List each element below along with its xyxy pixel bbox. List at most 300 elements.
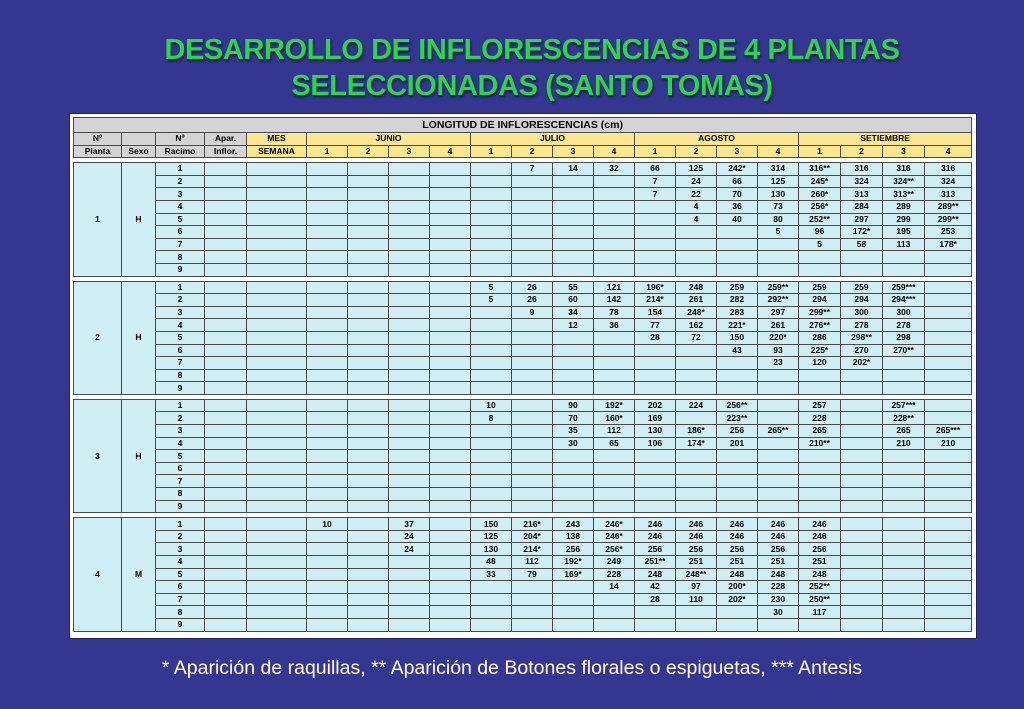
plant-number-cell: 4 [74, 518, 122, 631]
table-cell [717, 618, 758, 631]
table-cell: 246 [758, 518, 799, 531]
table-cell: 242* [717, 163, 758, 176]
table-cell [348, 200, 389, 213]
table-row [74, 450, 972, 463]
table-cell [883, 543, 925, 556]
table-cell [307, 263, 348, 276]
table-cell: 35 [553, 425, 594, 438]
table-cell: 246* [594, 530, 635, 543]
table-cell: 178* [925, 238, 972, 251]
table-cell: 246 [799, 530, 841, 543]
table-cell [247, 530, 307, 543]
table-cell: 270 [841, 344, 883, 357]
table-cell [635, 357, 676, 370]
table-cell [676, 500, 717, 513]
table-cell [307, 344, 348, 357]
table-cell [883, 556, 925, 569]
table-cell [512, 606, 553, 619]
table-cell [594, 331, 635, 344]
table-cell [841, 382, 883, 395]
table-cell: 228 [799, 412, 841, 425]
table-cell [389, 425, 430, 438]
table-cell [841, 568, 883, 581]
table-cell [841, 369, 883, 382]
table-row [74, 530, 972, 543]
table-cell [430, 488, 471, 501]
table-cell [594, 175, 635, 188]
plant-sex-cell: H [122, 399, 156, 512]
table-cell: 138 [553, 530, 594, 543]
table-cell [717, 263, 758, 276]
table-cell: 23 [758, 357, 799, 370]
table-cell [247, 344, 307, 357]
table-cell [841, 263, 883, 276]
plant-sex-cell: M [122, 518, 156, 631]
table-row [74, 425, 972, 438]
table-cell [553, 251, 594, 264]
table-cell [799, 500, 841, 513]
table-cell [430, 369, 471, 382]
table-cell [471, 593, 512, 606]
table-cell: 224 [676, 399, 717, 412]
table-cell [389, 226, 430, 239]
table-cell [594, 188, 635, 201]
header-week-3: 3 [389, 145, 430, 158]
table-cell [925, 306, 972, 319]
table-cell [247, 568, 307, 581]
raceme-number-cell: 1 [156, 281, 205, 294]
table-cell [307, 425, 348, 438]
table-cell: 259 [717, 281, 758, 294]
table-cell: 256 [553, 543, 594, 556]
table-cell: 216* [512, 518, 553, 531]
table-cell [247, 163, 307, 176]
table-cell [430, 518, 471, 531]
table-cell [925, 281, 972, 294]
table-cell [553, 382, 594, 395]
table-cell [676, 357, 717, 370]
table-cell [925, 412, 972, 425]
table-cell [307, 319, 348, 332]
table-cell [205, 568, 247, 581]
table-cell: 24 [389, 543, 430, 556]
table-cell: 195 [883, 226, 925, 239]
raceme-number-cell: 3 [156, 543, 205, 556]
table-cell: 30 [758, 606, 799, 619]
table-cell: 96 [799, 226, 841, 239]
table-cell [676, 488, 717, 501]
table-cell [389, 382, 430, 395]
table-cell [307, 331, 348, 344]
table-cell [925, 543, 972, 556]
header-week-1: 1 [307, 145, 348, 158]
table-cell [471, 500, 512, 513]
footnote: * Aparición de raquillas, ** Aparición de Botones florales o espiguetas, *** Antesis [161, 657, 863, 679]
table-cell: 298** [841, 331, 883, 344]
table-cell: 299** [925, 213, 972, 226]
table-cell [389, 319, 430, 332]
table-cell [307, 500, 348, 513]
table-cell [758, 238, 799, 251]
table-cell: 256* [799, 200, 841, 213]
raceme-number-cell: 8 [156, 606, 205, 619]
table-cell: 261 [676, 294, 717, 307]
table-cell [389, 188, 430, 201]
table-cell [307, 530, 348, 543]
table-cell: 40 [717, 213, 758, 226]
table-cell [389, 606, 430, 619]
table-cell [841, 543, 883, 556]
table-cell: 324 [925, 175, 972, 188]
table-cell [307, 281, 348, 294]
table-cell [841, 581, 883, 594]
table-cell [389, 437, 430, 450]
table-cell: 246 [676, 530, 717, 543]
table-cell [883, 462, 925, 475]
table-cell [471, 462, 512, 475]
table-row [74, 344, 972, 357]
table-cell [594, 475, 635, 488]
table-cell [553, 226, 594, 239]
table-cell: 220* [758, 331, 799, 344]
table-cell [758, 475, 799, 488]
table-cell [205, 226, 247, 239]
header-week-7: 3 [553, 145, 594, 158]
table-cell [883, 450, 925, 463]
table-cell [348, 581, 389, 594]
table-cell [205, 530, 247, 543]
header-month-agosto: AGOSTO [635, 133, 799, 146]
table-main-header: LONGITUD DE INFLORESCENCIAS (cm) [74, 118, 972, 133]
table-cell: 289 [883, 200, 925, 213]
table-cell: 248 [717, 568, 758, 581]
header-inflor: Inflor. [205, 145, 247, 158]
table-cell [553, 200, 594, 213]
raceme-number-cell: 4 [156, 556, 205, 569]
table-row [74, 475, 972, 488]
table-cell [430, 618, 471, 631]
table-cell [841, 475, 883, 488]
table-cell: 150 [471, 518, 512, 531]
table-cell: 300 [883, 306, 925, 319]
table-cell: 36 [594, 319, 635, 332]
table-cell: 192* [553, 556, 594, 569]
table-cell: 246 [799, 518, 841, 531]
table-cell [389, 306, 430, 319]
table-cell [307, 238, 348, 251]
table-cell: 37 [389, 518, 430, 531]
table-cell [676, 606, 717, 619]
header-week-15: 3 [883, 145, 925, 158]
table-cell: 276** [799, 319, 841, 332]
table-cell: 283 [717, 306, 758, 319]
table-cell [247, 226, 307, 239]
table-cell [883, 518, 925, 531]
table-cell: 77 [635, 319, 676, 332]
table-cell [635, 450, 676, 463]
table-cell [925, 294, 972, 307]
table-cell: 26 [512, 281, 553, 294]
table-row [74, 437, 972, 450]
table-cell [430, 188, 471, 201]
table-cell [205, 382, 247, 395]
table-cell [430, 543, 471, 556]
table-cell: 248 [676, 281, 717, 294]
table-cell [389, 238, 430, 251]
table-cell: 248 [799, 568, 841, 581]
raceme-number-cell: 8 [156, 488, 205, 501]
table-cell [925, 581, 972, 594]
table-cell: 297 [841, 213, 883, 226]
table-cell [247, 200, 307, 213]
table-cell: 202 [635, 399, 676, 412]
table-cell: 125 [471, 530, 512, 543]
header-month-label: MES [247, 133, 307, 146]
table-cell [553, 462, 594, 475]
table-cell: 130 [471, 543, 512, 556]
table-cell: 210 [925, 437, 972, 450]
table-cell [471, 488, 512, 501]
table-cell [389, 568, 430, 581]
table-cell [471, 581, 512, 594]
table-cell: 60 [553, 294, 594, 307]
table-cell [389, 475, 430, 488]
table-cell [717, 382, 758, 395]
table-cell [925, 530, 972, 543]
table-cell [205, 163, 247, 176]
table-cell [841, 618, 883, 631]
table-cell [883, 593, 925, 606]
table-cell [307, 399, 348, 412]
table-cell [348, 500, 389, 513]
table-cell [883, 357, 925, 370]
table-cell [389, 488, 430, 501]
table-row [74, 251, 972, 264]
table-cell [389, 581, 430, 594]
table-cell [348, 357, 389, 370]
table-row [74, 263, 972, 276]
table-cell [348, 251, 389, 264]
table-cell [307, 462, 348, 475]
table-cell [205, 331, 247, 344]
table-cell [635, 251, 676, 264]
table-cell [348, 488, 389, 501]
table-row [74, 163, 972, 176]
table-cell: 246 [717, 518, 758, 531]
table-cell [205, 518, 247, 531]
table-cell: 55 [553, 281, 594, 294]
table-cell [348, 294, 389, 307]
table-cell: 313 [925, 188, 972, 201]
table-cell: 248 [758, 568, 799, 581]
table-cell [430, 213, 471, 226]
table-cell [307, 618, 348, 631]
table-cell: 251** [635, 556, 676, 569]
table-cell [553, 618, 594, 631]
table-cell [348, 175, 389, 188]
table-cell [307, 226, 348, 239]
table-cell [799, 382, 841, 395]
table-cell [348, 518, 389, 531]
table-cell [205, 488, 247, 501]
table-cell [471, 425, 512, 438]
table-cell [307, 251, 348, 264]
header-week-14: 2 [841, 145, 883, 158]
table-cell [430, 556, 471, 569]
table-cell [389, 357, 430, 370]
table-cell [553, 488, 594, 501]
table-cell: 252** [799, 213, 841, 226]
table-cell [471, 369, 512, 382]
table-cell [883, 475, 925, 488]
table-cell [348, 382, 389, 395]
table-cell: 154 [635, 306, 676, 319]
table-cell [430, 581, 471, 594]
table-cell [717, 606, 758, 619]
table-cell [307, 188, 348, 201]
table-cell [205, 500, 247, 513]
table-cell [512, 331, 553, 344]
table-cell [348, 437, 389, 450]
header-week-label: SEMANA [247, 145, 307, 158]
table-cell: 292** [758, 294, 799, 307]
table-cell [205, 238, 247, 251]
raceme-number-cell: 7 [156, 593, 205, 606]
table-cell [247, 319, 307, 332]
table-cell [883, 581, 925, 594]
table-cell [307, 543, 348, 556]
table-cell [841, 251, 883, 264]
table-cell: 112 [512, 556, 553, 569]
table-cell [307, 568, 348, 581]
table-cell [247, 606, 307, 619]
table-cell: 294 [841, 294, 883, 307]
table-row [74, 294, 972, 307]
table-cell [758, 462, 799, 475]
raceme-number-cell: 1 [156, 399, 205, 412]
table-cell: 43 [717, 344, 758, 357]
table-cell [247, 581, 307, 594]
table-row [74, 281, 972, 294]
table-cell [676, 251, 717, 264]
table-cell [883, 606, 925, 619]
table-cell: 130 [758, 188, 799, 201]
table-cell [307, 369, 348, 382]
header-raceme-no: Nº [156, 133, 205, 146]
table-cell [389, 281, 430, 294]
table-cell [389, 200, 430, 213]
table-cell: 169 [635, 412, 676, 425]
table-cell [471, 238, 512, 251]
table-cell: 186* [676, 425, 717, 438]
table-cell: 324** [883, 175, 925, 188]
table-row [74, 618, 972, 631]
table-cell [594, 200, 635, 213]
table-cell [348, 281, 389, 294]
table-cell [205, 437, 247, 450]
table-row [74, 319, 972, 332]
table-cell [758, 369, 799, 382]
table-cell [841, 593, 883, 606]
raceme-number-cell: 8 [156, 369, 205, 382]
table-cell [925, 488, 972, 501]
table-cell [841, 437, 883, 450]
header-month-julio: JULIO [471, 133, 635, 146]
table-cell: 256 [676, 543, 717, 556]
table-cell: 93 [758, 344, 799, 357]
raceme-number-cell: 2 [156, 412, 205, 425]
table-cell [307, 175, 348, 188]
table-cell [430, 606, 471, 619]
table-cell [841, 425, 883, 438]
table-cell [205, 294, 247, 307]
table-cell [348, 593, 389, 606]
table-cell [247, 251, 307, 264]
table-cell [247, 475, 307, 488]
table-cell [553, 344, 594, 357]
table-cell [247, 450, 307, 463]
table-cell: 97 [676, 581, 717, 594]
table-cell [758, 500, 799, 513]
table-cell [553, 500, 594, 513]
table-cell [841, 412, 883, 425]
table-cell: 192* [594, 399, 635, 412]
table-cell [389, 399, 430, 412]
table-row [74, 462, 972, 475]
table-cell [676, 263, 717, 276]
table-cell [471, 319, 512, 332]
raceme-number-cell: 5 [156, 213, 205, 226]
table-cell: 65 [594, 437, 635, 450]
table-cell [925, 618, 972, 631]
table-cell [553, 475, 594, 488]
table-cell: 324 [841, 175, 883, 188]
table-cell [247, 425, 307, 438]
table-cell [471, 475, 512, 488]
header-week-12: 4 [758, 145, 799, 158]
table-cell [348, 412, 389, 425]
table-row [74, 382, 972, 395]
table-cell [205, 369, 247, 382]
table-cell [389, 369, 430, 382]
header-raceme: Racimo [156, 145, 205, 158]
table-cell [512, 357, 553, 370]
table-cell [205, 213, 247, 226]
raceme-number-cell: 3 [156, 188, 205, 201]
table-cell [247, 488, 307, 501]
table-cell [205, 357, 247, 370]
table-cell [925, 518, 972, 531]
raceme-number-cell: 3 [156, 425, 205, 438]
table-cell [676, 450, 717, 463]
table-cell [430, 281, 471, 294]
table-cell [553, 238, 594, 251]
table-cell [471, 437, 512, 450]
table-cell [717, 238, 758, 251]
table-cell [594, 369, 635, 382]
table-cell: 257 [799, 399, 841, 412]
table-cell: 112 [594, 425, 635, 438]
table-cell [758, 437, 799, 450]
table-row [74, 357, 972, 370]
table-cell: 282 [717, 294, 758, 307]
table-cell [348, 425, 389, 438]
table-cell: 42 [635, 581, 676, 594]
table-cell [307, 163, 348, 176]
table-cell [430, 412, 471, 425]
table-cell: 246 [758, 530, 799, 543]
table-row [74, 593, 972, 606]
